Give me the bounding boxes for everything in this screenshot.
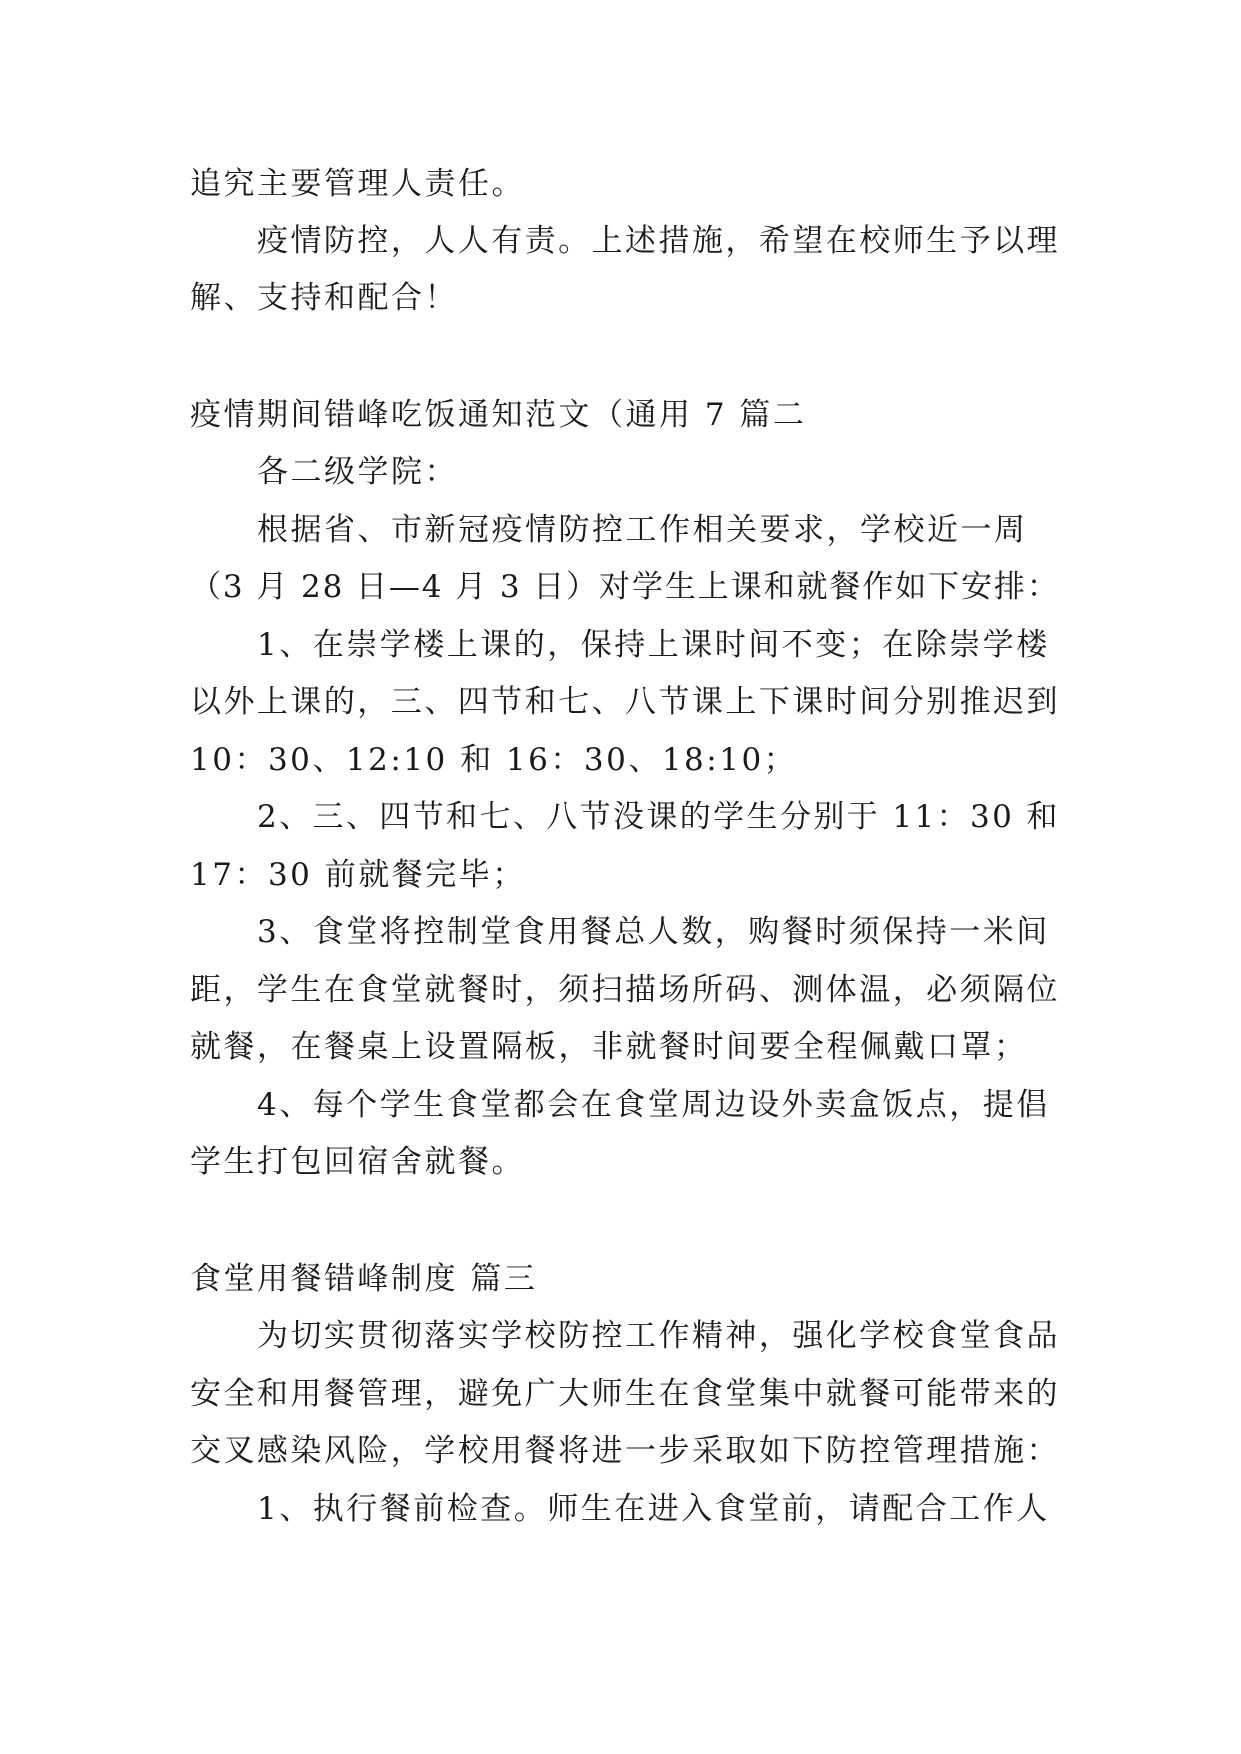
paragraph-line: （3 月 28 日—4 月 3 日）对学生上课和就餐作如下安排： (190, 569, 1060, 605)
paragraph-line: 17：30 前就餐完毕； (190, 857, 526, 893)
paragraph-line: 根据省、市新冠疫情防控工作相关要求，学校近一周 (257, 512, 1028, 548)
paragraph-line: 解、支持和配合！ (190, 280, 458, 316)
paragraph-line: 10：30、12:10 和 16：30、18:10； (190, 742, 798, 778)
paragraph-line: 1、在崇学楼上课的，保持上课时间不变；在除崇学楼 (257, 627, 1050, 663)
paragraph-line: 3、食堂将控制堂食用餐总人数，购餐时须保持一米间 (257, 914, 1050, 950)
section-heading: 食堂用餐错峰制度 篇三 (190, 1261, 538, 1297)
paragraph-line: 学生打包回宿舍就餐。 (190, 1144, 525, 1180)
paragraph-line: 2、三、四节和七、八节没课的学生分别于 11：30 和 (257, 799, 1060, 835)
paragraph-line: 1、执行餐前检查。师生在进入食堂前，请配合工作人 (257, 1491, 1050, 1527)
section-heading: 疫情期间错峰吃饭通知范文（通用 7 篇二 (190, 397, 807, 433)
paragraph-line: 为切实贯彻落实学校防控工作精神，强化学校食堂食品 (257, 1318, 1060, 1354)
paragraph-line: 就餐，在餐桌上设置隔板，非就餐时间要全程佩戴口罩； (190, 1029, 1028, 1065)
paragraph-line: 各二级学院： (257, 454, 458, 490)
paragraph-line: 追究主要管理人责任。 (190, 166, 525, 202)
paragraph-line: 交叉感染风险，学校用餐将进一步采取如下防控管理措施： (190, 1433, 1060, 1469)
paragraph-line: 疫情防控，人人有责。上述措施，希望在校师生予以理 (257, 223, 1060, 259)
paragraph-line: 4、每个学生食堂都会在食堂周边设外卖盒饭点，提倡 (257, 1087, 1050, 1123)
paragraph-line: 距，学生在食堂就餐时，须扫描场所码、测体温，必须隔位 (190, 972, 1060, 1008)
paragraph-line: 以外上课的，三、四节和七、八节课上下课时间分别推迟到 (190, 684, 1060, 720)
paragraph-line: 安全和用餐管理，避免广大师生在食堂集中就餐可能带来的 (190, 1376, 1060, 1412)
